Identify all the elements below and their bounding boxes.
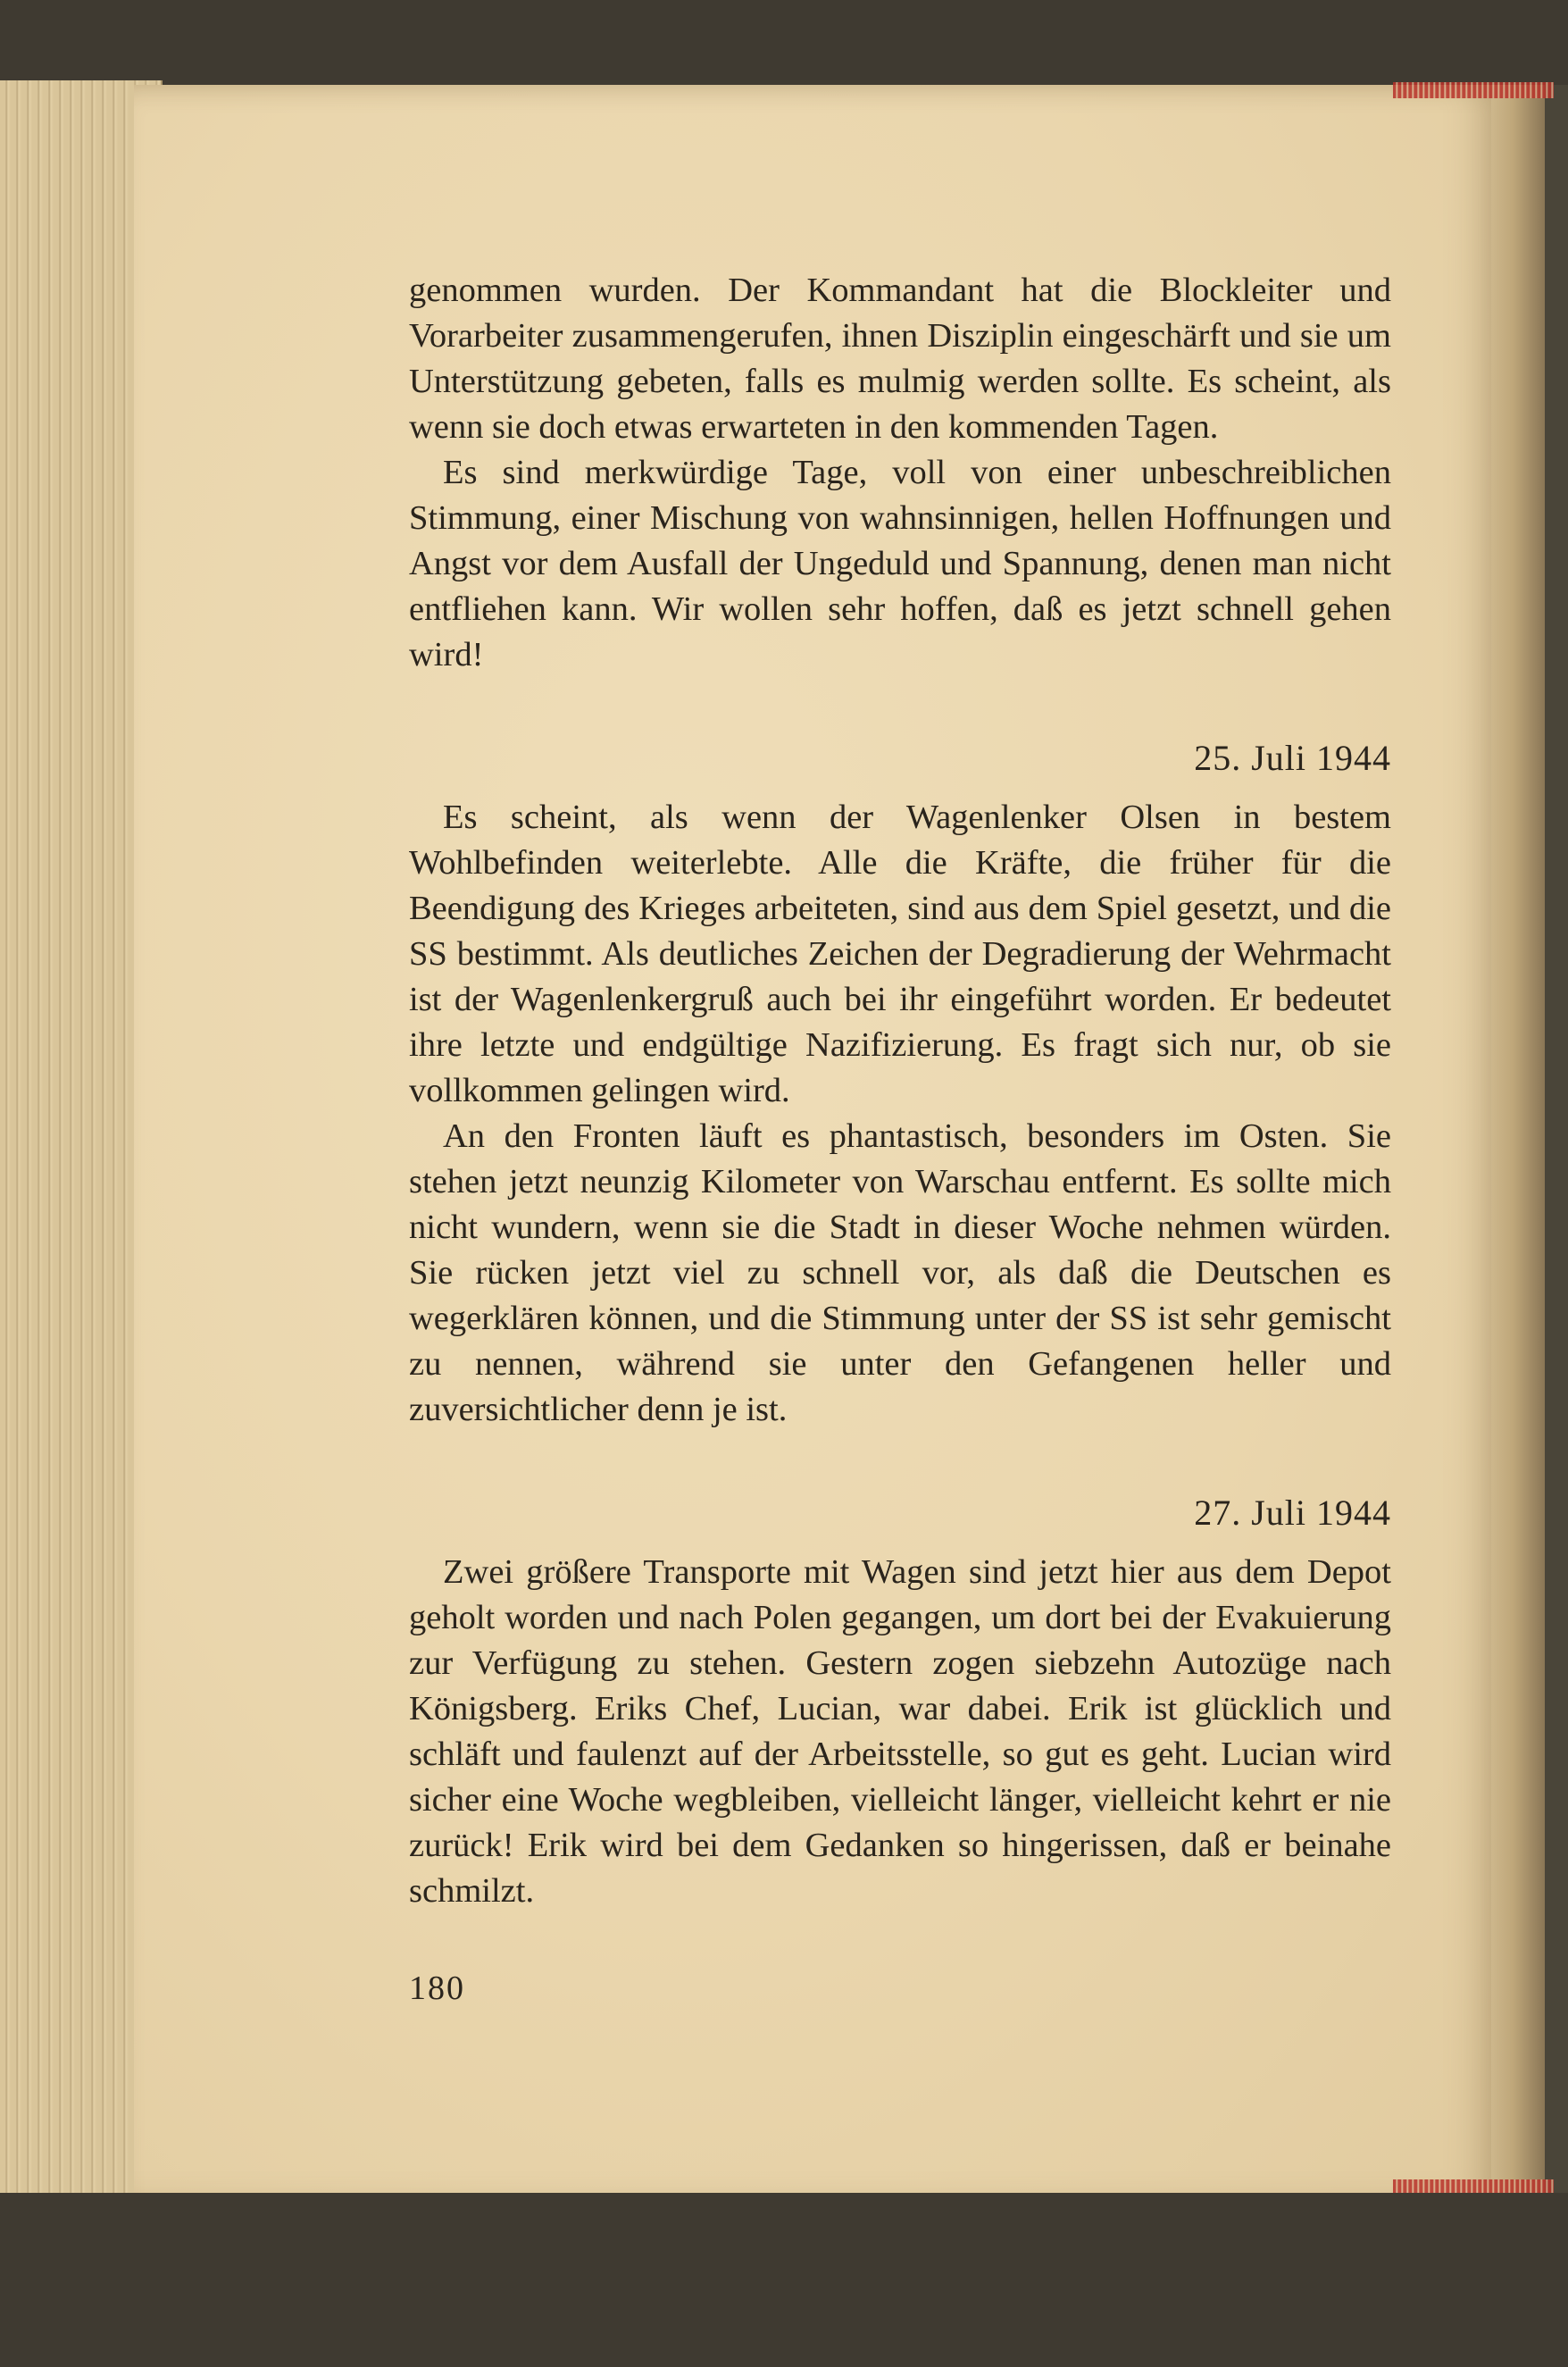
paragraph: Es scheint, als wenn der Wagenlenker Olsen in bestem Wohlbefinden weiterlebte. Alle die Kräfte, die früher für die Beendigung des Krieges arbeiteten, sind aus dem Spiel gesetzt, und die SS bestimmt. Als deutliches Zeichen der Degradierung der Wehrmacht ist der Wagenlenkergruß auch bei ihr eingeführt worden. Er bedeutet ihre letzte und endgültige Nazifizierung. Es fragt sich nur, ob sie vollkommen gelingen wird. [409,799,1391,1109]
paragraph: An den Fronten läuft es phantastisch, besonders im Osten. Sie stehen jetzt neunzig Kilometer von Warschau entfernt. Es sollte mich nicht wundern, wenn sie die Stadt in dieser Woche nehmen würden. Sie rücken jetzt viel zu schnell vor, als daß die Deutschen es wegerklären können, und die Stimmung unter der SS ist sehr gemischt zu nennen, während sie unter den Gefangenen heller und zuversichtlicher denn je ist. [409,1117,1391,1428]
page-text-block [409,268,1391,1914]
paragraph: Zwei größere Transporte mit Wagen sind jetzt hier aus dem Depot geholt worden und nach Polen gegangen, um dort bei der Evakuierung zur Verfügung zu stehen. Gestern zogen siebzehn Autozüge nach Königsberg. Eriks Chef, Lucian, war dabei. Erik ist glücklich und schläft und faulenzt auf der Arbeitsstelle, so gut es geht. Lucian wird sicher eine Woche wegbleiben, vielleicht länger, vielleicht kehrt er nie zurück! Erik wird bei dem Gedanken so hingerissen, daß er beinahe schmilzt. [409,1553,1391,1910]
book-binding [1491,85,1545,2193]
page-number: 180 [409,1970,465,2007]
paragraph: genommen wurden. Der Kommandant hat die Blockleiter und Vorarbeiter zusammengerufen, ihnen Disziplin eingeschärft und sie um Unterstützung gebeten, falls es mulmig werden sollte. Es scheint, als wenn sie doch etwas erwarteten in den kommenden Tagen. [409,272,1391,446]
scan-background-top [0,0,1568,85]
entry-date: 27. Juli 1944 [1194,1493,1391,1533]
headband-top [1393,82,1554,98]
scan-background-bottom [0,2193,1568,2367]
entry-date: 25. Juli 1944 [1194,738,1391,778]
paragraph: Es sind merkwürdige Tage, voll von einer unbeschreiblichen Stimmung, einer Mischung von wahnsinnigen, hellen Hoffnungen und Angst vor dem Ausfall der Ungeduld und Spannung, denen man nicht entfliehen kann. Wir wollen sehr hoffen, daß es jetzt schnell gehen wird! [409,454,1391,673]
